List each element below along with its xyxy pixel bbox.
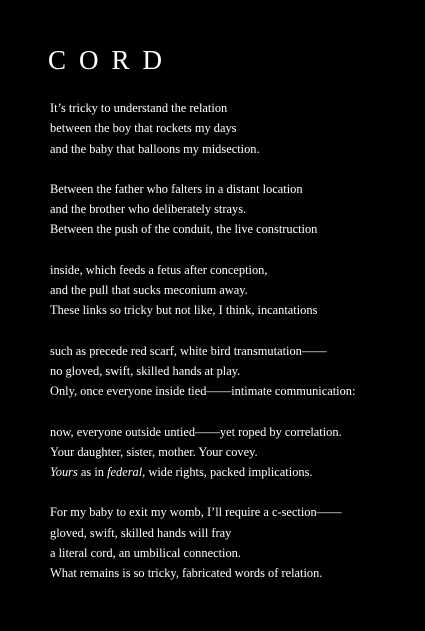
poem-line: inside, which feeds a fetus after conception, (50, 262, 268, 277)
italic-word-federal: federal (107, 465, 143, 480)
italic-word-yours: Yours (50, 465, 78, 480)
poem-line: such as precede red scarf, white bird transmutation—— (50, 343, 327, 358)
line-text-as-in: as in (77, 465, 108, 480)
poem-line: What remains is so tricky, fabricated words of relation. (50, 566, 323, 581)
poem-line: Your daughter, sister, mother. Your covey. (50, 444, 258, 459)
poem-line: no gloved, swift, skilled hands at play. (50, 363, 241, 378)
poem-line: between the boy that rockets my days (50, 121, 237, 136)
poem-line: Only, once everyone inside tied——intimate communication: (50, 384, 356, 399)
poem-line-mixed (50, 462, 425, 482)
stanza-2 (50, 179, 425, 240)
poem-line: now, everyone outside untied——yet roped by correlation. (50, 424, 342, 439)
poem-line: It’s tricky to understand the relation (50, 101, 228, 115)
poem-line: and the pull that sucks meconium away. (50, 283, 248, 298)
stanza-5 (50, 422, 425, 483)
poem-line: and the brother who deliberately strays. (50, 202, 247, 217)
stanza-3 (50, 260, 425, 321)
poem-line: These links so tricky but not like, I think, incantations (50, 303, 318, 318)
stanza-1 (50, 98, 425, 159)
poem-body (50, 98, 425, 604)
line-text-rest: , wide rights, packed implications. (142, 465, 313, 480)
poem-line: Between the father who falters in a distant location (50, 181, 303, 196)
poem-line: a literal cord, an umbilical connection. (50, 546, 241, 561)
poem-line: For my baby to exit my womb, I’ll require a c-section—— (50, 505, 342, 520)
poem-title: CORD (48, 45, 176, 75)
stanza-4 (50, 341, 425, 402)
poem-line: and the baby that balloons my midsection. (50, 141, 260, 156)
stanza-6 (50, 502, 425, 583)
poem-line: Between the push of the conduit, the live construction (50, 222, 318, 237)
poem-line: gloved, swift, skilled hands will fray (50, 525, 232, 540)
